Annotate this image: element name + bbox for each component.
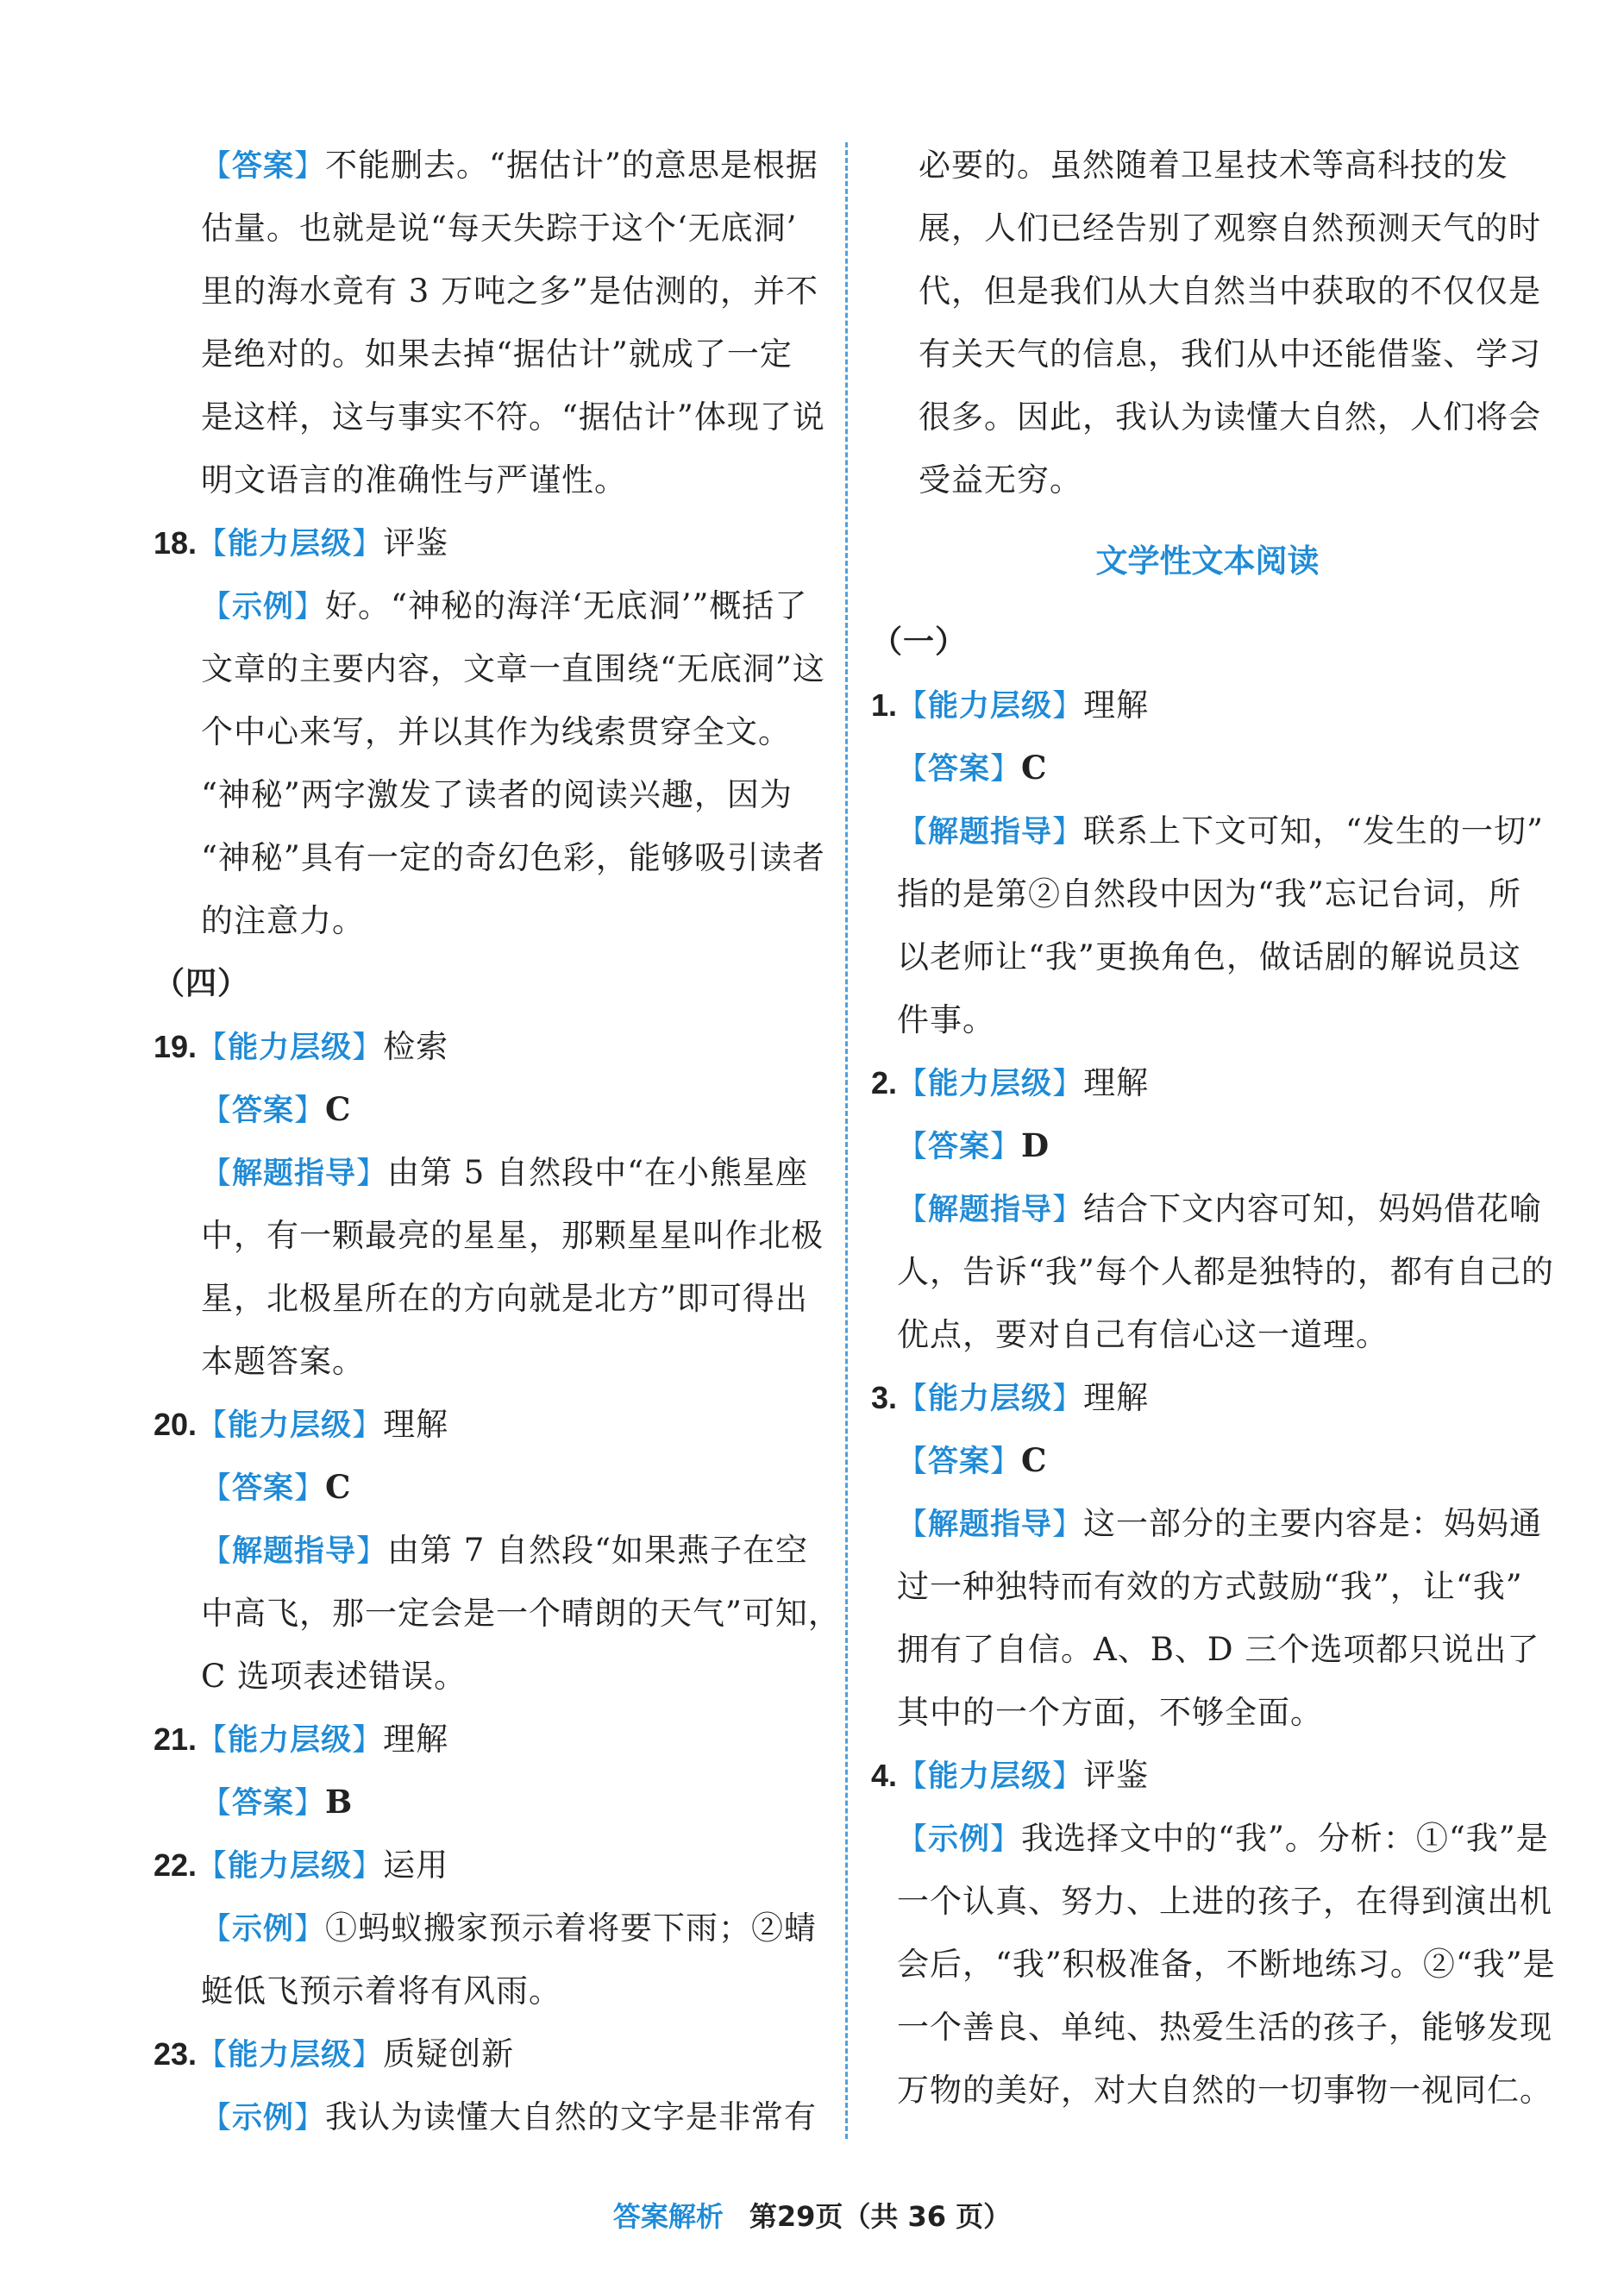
page-number: 第29页（共 36 页） [749, 2200, 1012, 2233]
section-title: 文学性文本阅读 [1095, 542, 1320, 580]
example-tag: 【示例】 [897, 1822, 1022, 1857]
text-line: 代，但是我们从大自然当中获取的不仅仅是 [919, 273, 1541, 310]
answer-tag: 【答案】 [897, 752, 1022, 787]
text-line: 一个认真、努力、上进的孩子，在得到演出机 [897, 1883, 1552, 1920]
guide-line: 【解题指导】联系上下文可知，“发生的一切” [897, 812, 1544, 850]
guide-tag: 【解题指导】 [201, 1534, 388, 1569]
answer-line: 【答案】不能删去。“据估计”的意思是根据 [201, 147, 818, 184]
question-2-header: 2.【能力层级】理解 [871, 1064, 1150, 1101]
text-line: 中，有一颗最亮的星星，那颗星星叫作北极 [201, 1217, 824, 1254]
text-line: 会后，“我”积极准备，不断地练习。②“我”是 [897, 1946, 1556, 1983]
level-tag: 【能力层级】 [897, 689, 1084, 724]
text-line: 的注意力。 [201, 902, 365, 939]
page-footer [0, 2195, 1624, 2235]
level-tag: 【能力层级】 [197, 2038, 384, 2072]
text-line: 个中心来写，并以其作为线索贯穿全文。 [201, 713, 791, 750]
text-line: 拥有了自信。A、B、D 三个选项都只说出了 [897, 1631, 1540, 1668]
right-column [871, 134, 1556, 2122]
level-tag: 【能力层级】 [197, 1849, 384, 1884]
section-heading: （四） [154, 966, 250, 1001]
section-heading: （一） [871, 624, 968, 660]
text-line: 一个善良、单纯、热爱生活的孩子，能够发现 [897, 2009, 1552, 2046]
answer-line: 【答案】B [201, 1783, 354, 1821]
answer-line: 【答案】C [201, 1468, 352, 1506]
column-divider [845, 142, 848, 2139]
guide-line: 【解题指导】结合下文内容可知，妈妈借花喻 [897, 1190, 1543, 1227]
text-line: “神秘”具有一定的奇幻色彩，能够吸引读者 [201, 839, 825, 876]
text-line: 其中的一个方面，不够全面。 [897, 1694, 1323, 1731]
question-19-header: 19.【能力层级】检索 [154, 1028, 449, 1065]
question-21-header: 21.【能力层级】理解 [154, 1721, 449, 1758]
question-18-header: 18.【能力层级】评鉴 [154, 524, 449, 561]
left-column [154, 134, 841, 2148]
text-line: 蜓低飞预示着将有风雨。 [201, 1972, 561, 2010]
level-tag: 【能力层级】 [897, 1759, 1084, 1794]
answer-tag: 【答案】 [897, 1445, 1022, 1479]
text-line: 明文语言的准确性与严谨性。 [201, 461, 627, 499]
example-line: 【示例】①蚂蚁搬家预示着将要下雨；②蜻 [201, 1909, 818, 1947]
text-line: 人，告诉“我”每个人都是独特的，都有自己的 [897, 1253, 1554, 1290]
text-line: 件事。 [897, 1001, 995, 1038]
guide-tag: 【解题指导】 [897, 1193, 1084, 1227]
guide-tag: 【解题指导】 [201, 1157, 388, 1191]
question-1-header: 1.【能力层级】理解 [871, 687, 1150, 724]
text-line: 过一种独特而有效的方式鼓励“我”，让“我” [897, 1568, 1523, 1605]
text-line: 里的海水竟有 3 万吨之多”是估测的，并不 [201, 273, 818, 310]
answer-tag: 【答案】 [897, 1130, 1022, 1164]
text-line: 星，北极星所在的方向就是北方”即可得出 [201, 1280, 808, 1317]
text-line: 很多。因此，我认为读懂大自然，人们将会 [919, 398, 1541, 436]
answer-line: 【答案】C [897, 749, 1048, 787]
example-tag: 【示例】 [201, 2101, 326, 2135]
text-line: C 选项表述错误。 [201, 1658, 467, 1695]
answer-tag: 【答案】 [201, 1471, 326, 1506]
answer-line: 【答案】C [201, 1090, 352, 1128]
footer-label: 答案解析 [612, 2200, 724, 2233]
example-line: 【示例】我选择文中的“我”。分析：①“我”是 [897, 1820, 1549, 1857]
guide-tag: 【解题指导】 [897, 815, 1084, 850]
example-tag: 【示例】 [201, 1912, 326, 1947]
question-4-header: 4.【能力层级】评鉴 [871, 1757, 1150, 1794]
level-tag: 【能力层级】 [197, 527, 384, 561]
level-tag: 【能力层级】 [197, 1408, 384, 1443]
text-line: 是绝对的。如果去掉“据估计”就成了一定 [201, 335, 793, 373]
example-line: 【示例】我认为读懂大自然的文字是非常有 [201, 2098, 818, 2135]
guide-line: 【解题指导】由第 7 自然段“如果燕子在空 [201, 1532, 809, 1569]
text-line: 万物的美好，对大自然的一切事物一视同仁。 [897, 2072, 1552, 2109]
text-line: 中高飞，那一定会是一个晴朗的天气”可知， [201, 1595, 841, 1632]
text-line: 必要的。虽然随着卫星技术等高科技的发 [919, 147, 1508, 184]
level-tag: 【能力层级】 [897, 1382, 1084, 1416]
guide-line: 【解题指导】由第 5 自然段中“在小熊星座 [201, 1154, 809, 1191]
text-line: 展，人们已经告别了观察自然预测天气的时 [919, 210, 1541, 247]
text-line: 是这样，这与事实不符。“据估计”体现了说 [201, 398, 825, 436]
text-line: “神秘”两字激发了读者的阅读兴趣，因为 [201, 776, 793, 813]
answer-tag: 【答案】 [201, 1094, 326, 1128]
text-line: 以老师让“我”更换角色，做话剧的解说员这 [897, 938, 1521, 975]
text-line: 估量。也就是说“每天失踪于这个‘无底洞’ [201, 210, 798, 247]
question-23-header: 23.【能力层级】质疑创新 [154, 2035, 515, 2072]
text-line: 优点，要对自己有信心这一道理。 [897, 1316, 1389, 1353]
guide-line: 【解题指导】这一部分的主要内容是：妈妈通 [897, 1505, 1543, 1542]
level-tag: 【能力层级】 [197, 1723, 384, 1758]
example-tag: 【示例】 [201, 590, 326, 624]
answer-tag: 【答案】 [201, 1786, 326, 1821]
level-tag: 【能力层级】 [897, 1067, 1084, 1101]
guide-tag: 【解题指导】 [897, 1508, 1084, 1542]
answer-tag: 【答案】 [201, 149, 326, 184]
text-line: 本题答案。 [201, 1343, 365, 1380]
level-tag: 【能力层级】 [197, 1031, 384, 1065]
question-20-header: 20.【能力层级】理解 [154, 1406, 449, 1443]
text-line: 文章的主要内容，文章一直围绕“无底洞”这 [201, 650, 825, 687]
text-line: 指的是第②自然段中因为“我”忘记台词，所 [897, 875, 1521, 912]
question-3-header: 3.【能力层级】理解 [871, 1379, 1150, 1416]
text-line: 有关天气的信息，我们从中还能借鉴、学习 [919, 335, 1541, 373]
answer-line: 【答案】D [897, 1126, 1050, 1164]
question-22-header: 22.【能力层级】运用 [154, 1847, 449, 1884]
example-line: 【示例】好。“神秘的海洋‘无底洞’”概括了 [201, 587, 808, 624]
answer-line: 【答案】C [897, 1441, 1048, 1479]
text-line: 受益无穷。 [919, 461, 1082, 499]
